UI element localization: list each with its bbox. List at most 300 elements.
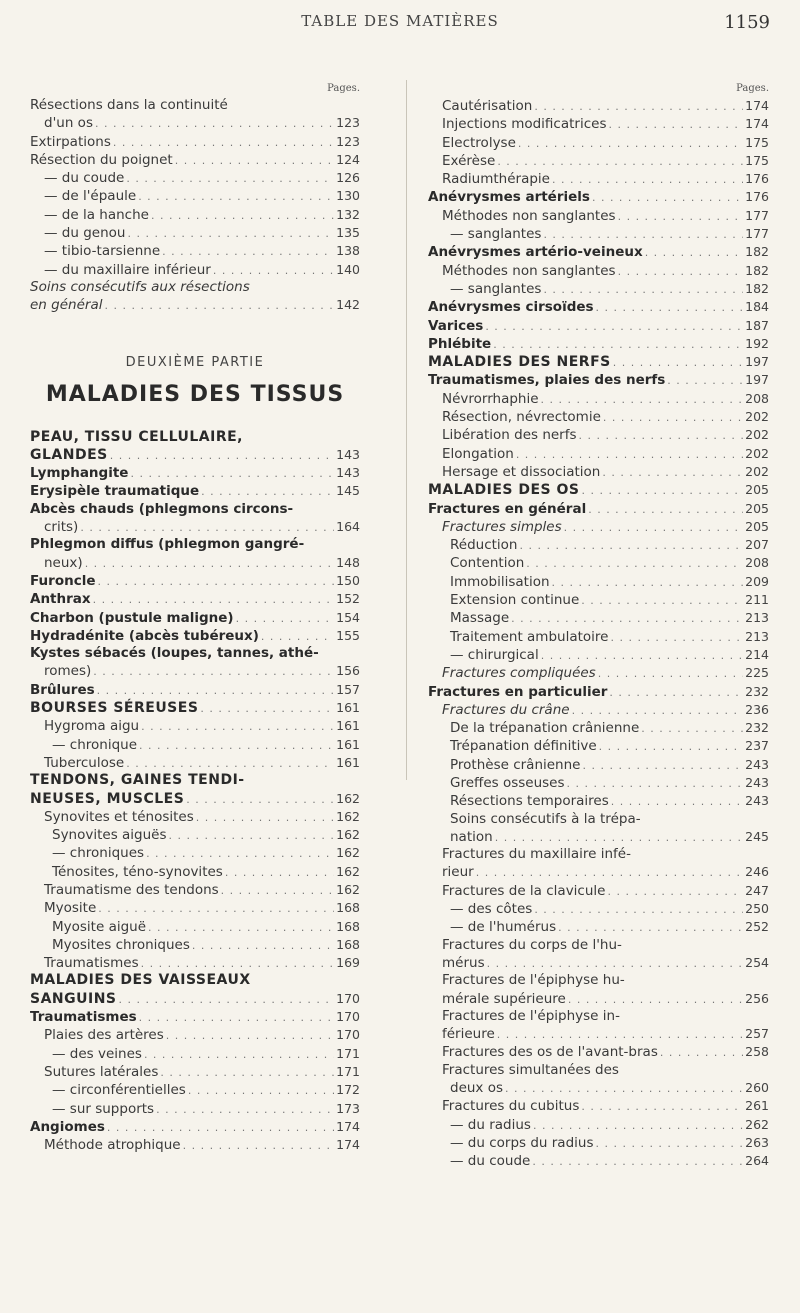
leader-dots bbox=[476, 864, 743, 881]
toc-entry bbox=[30, 1118, 360, 1136]
toc-entry-page: 261 bbox=[745, 1098, 769, 1114]
toc-entry bbox=[30, 844, 360, 862]
leader-dots bbox=[221, 882, 334, 899]
toc-entry-label: Brûlures bbox=[30, 681, 95, 698]
toc-entry-page: 175 bbox=[745, 134, 769, 150]
leader-dots bbox=[93, 663, 334, 680]
toc-entry-label: Traumatismes, plaies des nerfs bbox=[428, 372, 666, 389]
leader-dots bbox=[552, 171, 743, 188]
toc-entry-label: Radiumthérapie bbox=[442, 171, 550, 188]
toc-entry-label: Résection, névrectomie bbox=[442, 409, 601, 426]
running-title: TABLE DES MATIÈRES bbox=[301, 12, 499, 30]
toc-entry-label: Elongation bbox=[442, 445, 514, 462]
leader-dots bbox=[572, 702, 744, 719]
toc-entry-label: — de l'humérus bbox=[450, 919, 557, 936]
toc-entry-page: 262 bbox=[745, 1116, 769, 1132]
toc-entry bbox=[30, 1136, 360, 1154]
leader-dots bbox=[192, 937, 334, 954]
toc-entry-page: 246 bbox=[745, 864, 769, 880]
toc-entry-label: Résections temporaires bbox=[450, 793, 609, 810]
leader-dots bbox=[645, 244, 743, 261]
toc-entry bbox=[428, 207, 769, 225]
toc-entry bbox=[30, 242, 360, 260]
toc-entry-page: 154 bbox=[336, 609, 360, 625]
toc-entry-label: — sur supports bbox=[52, 1100, 155, 1117]
toc-entry-page: 245 bbox=[745, 828, 769, 844]
toc-entry-page: 197 bbox=[745, 372, 769, 388]
toc-entry-label: GLANDES bbox=[30, 446, 108, 463]
leader-dots bbox=[602, 464, 743, 481]
toc-entry-page: 170 bbox=[336, 1009, 360, 1025]
leader-dots bbox=[141, 955, 335, 972]
toc-entry bbox=[428, 628, 769, 646]
toc-entry-label: PEAU, TISSU CELLULAIRE, bbox=[30, 428, 244, 445]
toc-entry-label: Immobilisation bbox=[450, 573, 550, 590]
leader-dots bbox=[581, 592, 743, 609]
toc-entry-page: 208 bbox=[745, 390, 769, 406]
toc-entry-page: 243 bbox=[745, 756, 769, 772]
toc-entry bbox=[428, 1043, 769, 1061]
leader-dots bbox=[225, 864, 334, 881]
toc-entry bbox=[428, 371, 769, 389]
leader-dots bbox=[641, 720, 743, 737]
toc-entry-label: — du maxillaire inférieur bbox=[44, 261, 211, 278]
toc-entry-label: Méthodes non sanglantes bbox=[442, 262, 616, 279]
toc-entry bbox=[428, 828, 769, 846]
leader-dots bbox=[139, 737, 334, 754]
toc-entry-label: TENDONS, GAINES TENDI- bbox=[30, 772, 245, 789]
toc-entry-label: Erysipèle traumatique bbox=[30, 483, 200, 500]
toc-entry-page: 162 bbox=[336, 827, 360, 843]
toc-entry bbox=[30, 536, 360, 553]
leader-dots bbox=[160, 1064, 334, 1081]
toc-entry-page: 254 bbox=[745, 954, 769, 970]
toc-entry-label: — du genou bbox=[44, 225, 126, 242]
toc-entry-page: 176 bbox=[745, 171, 769, 187]
toc-entry-page: 237 bbox=[745, 738, 769, 754]
toc-entry bbox=[428, 554, 769, 572]
leader-dots bbox=[613, 354, 743, 371]
leader-dots bbox=[598, 665, 743, 682]
leader-dots bbox=[552, 574, 744, 591]
leader-dots bbox=[516, 446, 743, 463]
toc-entry-label: — sanglantes bbox=[450, 280, 542, 297]
leader-dots bbox=[607, 883, 743, 900]
toc-entry-label: De la trépanation crânienne bbox=[450, 720, 640, 737]
leader-dots bbox=[183, 1137, 335, 1154]
toc-entry bbox=[428, 811, 769, 828]
toc-entry-page: 205 bbox=[745, 500, 769, 516]
toc-entry-label: Myosite bbox=[44, 900, 97, 917]
toc-entry-label: — du radius bbox=[450, 1116, 531, 1133]
toc-entry bbox=[428, 882, 769, 900]
toc-entry bbox=[428, 1079, 769, 1097]
toc-entry bbox=[428, 243, 769, 261]
leader-dots bbox=[526, 555, 743, 572]
toc-entry-label: deux os bbox=[450, 1080, 504, 1097]
toc-entry-label: Méthode atrophique bbox=[44, 1137, 181, 1154]
toc-entry-page: 256 bbox=[745, 990, 769, 1006]
toc-entry-page: 175 bbox=[745, 152, 769, 168]
toc-entry bbox=[428, 683, 769, 701]
toc-entry-page: 232 bbox=[745, 683, 769, 699]
toc-entry bbox=[30, 1045, 360, 1063]
toc-entry bbox=[30, 133, 360, 151]
toc-entry bbox=[428, 225, 769, 243]
toc-entry-page: 168 bbox=[336, 918, 360, 934]
toc-entry-label: — chirurgical bbox=[450, 646, 539, 663]
toc-entry-label: Fractures de la clavicule bbox=[442, 882, 606, 899]
toc-entry-page: 156 bbox=[336, 663, 360, 679]
leader-dots bbox=[609, 684, 743, 701]
leader-dots bbox=[493, 336, 743, 353]
toc-entry bbox=[428, 1062, 769, 1079]
toc-entry-page: 162 bbox=[336, 863, 360, 879]
toc-entry bbox=[428, 664, 769, 682]
leader-dots bbox=[85, 555, 334, 572]
toc-entry-label: Soins consécutifs aux résections bbox=[30, 278, 250, 295]
toc-entry bbox=[30, 609, 360, 627]
toc-entry-page: 176 bbox=[745, 189, 769, 205]
toc-entry bbox=[428, 1116, 769, 1134]
leader-dots bbox=[541, 391, 744, 408]
leader-dots bbox=[541, 647, 743, 664]
toc-entry bbox=[428, 863, 769, 881]
leader-dots bbox=[618, 208, 744, 225]
leader-dots bbox=[611, 793, 743, 810]
leader-dots bbox=[166, 1027, 334, 1044]
toc-entry bbox=[30, 936, 360, 954]
pages-label: Pages. bbox=[736, 83, 769, 94]
toc-entry-page: 264 bbox=[745, 1153, 769, 1169]
leader-dots bbox=[564, 519, 744, 536]
toc-entry-page: 250 bbox=[745, 901, 769, 917]
toc-entry-label: Réduction bbox=[450, 537, 518, 554]
toc-entry-label: BOURSES SÉREUSES bbox=[30, 700, 199, 717]
toc-entry-label: Anévrysmes artériels bbox=[428, 189, 590, 206]
toc-entry-page: 177 bbox=[745, 207, 769, 223]
toc-entry-label: Myosites chroniques bbox=[52, 936, 190, 953]
toc-entry-page: 225 bbox=[745, 665, 769, 681]
toc-entry bbox=[428, 353, 769, 371]
toc-entry-label: Sutures latérales bbox=[44, 1063, 159, 1080]
toc-entry-label: — de la hanche bbox=[44, 206, 149, 223]
toc-entry-page: 211 bbox=[745, 592, 769, 608]
leader-dots bbox=[610, 629, 743, 646]
toc-entry-label: — tibio-tarsienne bbox=[44, 243, 161, 260]
toc-entry-page: 132 bbox=[336, 206, 360, 222]
toc-entry bbox=[30, 918, 360, 936]
toc-entry-page: 161 bbox=[336, 736, 360, 752]
toc-entry-page: 135 bbox=[336, 225, 360, 241]
leader-dots bbox=[618, 263, 744, 280]
toc-entry bbox=[428, 774, 769, 792]
leader-dots bbox=[146, 845, 334, 862]
toc-entry-page: 214 bbox=[745, 646, 769, 662]
toc-entry bbox=[428, 918, 769, 936]
toc-entry-page: 208 bbox=[745, 555, 769, 571]
toc-entry bbox=[30, 881, 360, 899]
toc-entry bbox=[428, 954, 769, 972]
toc-entry-label: neux) bbox=[44, 554, 83, 571]
toc-entry-page: 161 bbox=[336, 754, 360, 770]
toc-entry bbox=[30, 429, 360, 446]
toc-entry-label: Kystes sébacés (loupes, tannes, athé- bbox=[30, 645, 319, 662]
toc-entry-page: 202 bbox=[745, 427, 769, 443]
column-divider bbox=[406, 80, 407, 780]
toc-entry-page: 174 bbox=[336, 1118, 360, 1134]
leader-dots bbox=[162, 243, 334, 260]
pages-label: Pages. bbox=[327, 83, 360, 94]
right-column bbox=[428, 80, 769, 1171]
toc-entry-label: Angiomes bbox=[30, 1118, 105, 1135]
toc-entry-label: MALADIES DES NERFS bbox=[428, 354, 611, 371]
toc-entry-label: MALADIES DES VAISSEAUX bbox=[30, 972, 251, 989]
toc-entry bbox=[30, 681, 360, 699]
toc-entry-page: 140 bbox=[336, 261, 360, 277]
leader-dots bbox=[582, 482, 744, 499]
toc-entry-label: Massage bbox=[450, 610, 510, 627]
leader-dots bbox=[595, 1135, 743, 1152]
toc-entry-page: 252 bbox=[745, 919, 769, 935]
toc-entry bbox=[30, 114, 360, 132]
leader-dots bbox=[107, 1119, 334, 1136]
toc-entry-label: Cautérisation bbox=[442, 98, 533, 114]
toc-entry bbox=[428, 97, 769, 115]
toc-entry-label: crits) bbox=[44, 519, 79, 536]
toc-entry-label: Fractures en particulier bbox=[428, 683, 608, 700]
toc-entry-label: — du corps du radius bbox=[450, 1134, 594, 1151]
leader-dots bbox=[186, 791, 334, 808]
toc-entry bbox=[30, 736, 360, 754]
leader-dots bbox=[126, 755, 334, 772]
toc-entry bbox=[30, 754, 360, 772]
toc-entry bbox=[30, 572, 360, 590]
toc-entry-label: Fractures de l'épiphyse in- bbox=[442, 1007, 620, 1024]
toc-entry bbox=[30, 990, 360, 1008]
toc-entry-page: 162 bbox=[336, 845, 360, 861]
leader-dots bbox=[599, 738, 743, 755]
toc-entry bbox=[428, 408, 769, 426]
toc-entry bbox=[30, 261, 360, 279]
toc-entry-label: Extension continue bbox=[450, 592, 580, 609]
leader-dots bbox=[139, 1009, 334, 1026]
toc-entry-page: 143 bbox=[336, 465, 360, 481]
toc-entry bbox=[30, 1100, 360, 1118]
leader-dots bbox=[188, 1082, 334, 1099]
toc-entry bbox=[428, 1025, 769, 1043]
toc-entry-page: 138 bbox=[336, 243, 360, 259]
leader-dots bbox=[148, 919, 334, 936]
leader-dots bbox=[138, 188, 334, 205]
leader-dots bbox=[579, 427, 744, 444]
toc-entry bbox=[30, 826, 360, 844]
toc-entry bbox=[428, 646, 769, 664]
leader-dots bbox=[97, 682, 334, 699]
toc-entry-page: 161 bbox=[336, 700, 360, 716]
leader-dots bbox=[588, 501, 743, 518]
toc-entry-label: Méthodes non sanglantes bbox=[442, 207, 616, 224]
toc-entry-label: Hydradénite (abcès tubéreux) bbox=[30, 627, 259, 644]
page-number: 1159 bbox=[724, 12, 770, 33]
toc-entry-page: 168 bbox=[336, 900, 360, 916]
toc-entry-page: 202 bbox=[745, 463, 769, 479]
toc-entry bbox=[428, 701, 769, 719]
leader-dots bbox=[603, 409, 743, 426]
toc-entry-label: Plaies des artères bbox=[44, 1027, 164, 1044]
toc-entry-page: 243 bbox=[745, 793, 769, 809]
leader-dots bbox=[98, 900, 334, 917]
toc-entry bbox=[428, 518, 769, 536]
toc-entry bbox=[428, 170, 769, 188]
toc-entry-page: 202 bbox=[745, 409, 769, 425]
leader-dots bbox=[196, 809, 334, 826]
leader-dots bbox=[567, 775, 744, 792]
leader-dots bbox=[119, 991, 335, 1008]
leader-dots bbox=[667, 372, 743, 389]
toc-entry-page: 247 bbox=[745, 882, 769, 898]
toc-entry-page: 157 bbox=[336, 681, 360, 697]
toc-entry-label: Extirpations bbox=[30, 133, 111, 150]
toc-entry-page: 170 bbox=[336, 1027, 360, 1043]
leader-dots bbox=[261, 628, 334, 645]
toc-entry-label: Exérèse bbox=[442, 152, 496, 169]
toc-entry bbox=[30, 224, 360, 242]
toc-entry-page: 143 bbox=[336, 446, 360, 462]
toc-entry-label: Prothèse crânienne bbox=[450, 756, 581, 773]
toc-entry-label: Résection du poignet bbox=[30, 151, 173, 168]
toc-entry bbox=[428, 445, 769, 463]
leader-dots bbox=[592, 189, 743, 206]
toc-entry-label: mérale supérieure bbox=[442, 990, 566, 1007]
toc-entry-page: 171 bbox=[336, 1063, 360, 1079]
toc-entry bbox=[30, 151, 360, 169]
toc-entry bbox=[30, 717, 360, 735]
leader-dots bbox=[93, 591, 335, 608]
toc-entry-page: 171 bbox=[336, 1045, 360, 1061]
toc-entry-label: Traumatismes bbox=[30, 1009, 137, 1026]
leader-dots bbox=[175, 152, 334, 169]
leader-dots bbox=[520, 537, 744, 554]
toc-entry bbox=[428, 536, 769, 554]
toc-entry-label: Résections dans la continuité bbox=[30, 97, 228, 113]
leader-dots bbox=[534, 901, 743, 918]
toc-entry-label: Tuberculose bbox=[44, 754, 125, 771]
toc-entry bbox=[30, 187, 360, 205]
leader-dots bbox=[201, 483, 334, 500]
toc-entry-page: 213 bbox=[745, 610, 769, 626]
toc-entry bbox=[428, 262, 769, 280]
toc-entry-page: 155 bbox=[336, 627, 360, 643]
leader-dots bbox=[127, 225, 334, 242]
toc-entry-label: — du coude bbox=[44, 170, 125, 187]
left-column bbox=[30, 80, 360, 1154]
toc-entry-label: Fractures du corps de l'hu- bbox=[442, 936, 622, 953]
toc-entry-page: 123 bbox=[336, 115, 360, 131]
toc-entry-label: rieur bbox=[442, 864, 474, 881]
toc-entry-page: 174 bbox=[745, 116, 769, 132]
toc-entry-label: nation bbox=[450, 828, 493, 845]
toc-entry-label: — des côtes bbox=[450, 901, 533, 918]
toc-entry bbox=[428, 1152, 769, 1170]
leader-dots bbox=[130, 465, 334, 482]
toc-entry-label: — du coude bbox=[450, 1153, 531, 1170]
toc-entry-label: romes) bbox=[44, 663, 92, 680]
toc-entry bbox=[30, 169, 360, 187]
toc-entry-label: — sanglantes bbox=[450, 226, 542, 243]
toc-entry bbox=[30, 863, 360, 881]
toc-entry-page: 205 bbox=[745, 518, 769, 534]
toc-entry bbox=[428, 152, 769, 170]
toc-entry bbox=[30, 899, 360, 917]
leader-dots bbox=[518, 135, 743, 152]
toc-entry-label: Hersage et dissociation bbox=[442, 463, 601, 480]
toc-entry bbox=[30, 590, 360, 608]
toc-entry bbox=[428, 937, 769, 954]
toc-entry bbox=[30, 1063, 360, 1081]
toc-entry-label: Traitement ambulatoire bbox=[450, 628, 609, 645]
toc-entry-page: 232 bbox=[745, 720, 769, 736]
leader-dots bbox=[144, 1046, 334, 1063]
toc-entry-page: 182 bbox=[745, 280, 769, 296]
toc-entry-label: Anthrax bbox=[30, 591, 91, 608]
toc-entry-label: Fractures en général bbox=[428, 500, 587, 517]
toc-entry-page: 130 bbox=[336, 188, 360, 204]
toc-entry-label: MALADIES DES OS bbox=[428, 482, 580, 499]
toc-entry-page: 182 bbox=[745, 244, 769, 260]
toc-entry-label: Hygroma aigu bbox=[44, 718, 140, 735]
toc-entry-label: Anévrysmes cirsoïdes bbox=[428, 299, 594, 316]
toc-entry bbox=[428, 426, 769, 444]
toc-entry-label: Greffes osseuses bbox=[450, 774, 565, 791]
toc-entry-page: 263 bbox=[745, 1134, 769, 1150]
toc-entry-label: férieure bbox=[442, 1026, 495, 1043]
leader-dots bbox=[505, 1080, 743, 1097]
toc-entry-page: 197 bbox=[745, 354, 769, 370]
toc-entry-label: SANGUINS bbox=[30, 990, 117, 1007]
toc-entry-label: Abcès chauds (phlegmons circons- bbox=[30, 500, 294, 517]
toc-entry-label: Fractures simultanées des bbox=[442, 1061, 619, 1078]
leader-dots bbox=[660, 1044, 743, 1061]
toc-entry bbox=[428, 188, 769, 206]
toc-entry bbox=[428, 792, 769, 810]
toc-entry-label: d'un os bbox=[44, 115, 93, 132]
leader-dots bbox=[151, 207, 334, 224]
leader-dots bbox=[534, 98, 743, 115]
toc-entry-page: 142 bbox=[336, 297, 360, 313]
toc-entry bbox=[428, 481, 769, 499]
toc-entry-page: 174 bbox=[745, 98, 769, 113]
leader-dots bbox=[200, 700, 334, 717]
toc-entry bbox=[30, 699, 360, 717]
toc-entry-label: Varices bbox=[428, 317, 484, 334]
toc-entry-label: — chronique bbox=[52, 736, 138, 753]
leader-dots bbox=[558, 919, 743, 936]
leader-dots bbox=[511, 610, 743, 627]
leader-dots bbox=[110, 447, 334, 464]
leader-dots bbox=[156, 1101, 334, 1118]
toc-entry-label: Traumatismes bbox=[44, 955, 139, 972]
toc-entry-label: Myosite aiguë bbox=[52, 918, 147, 935]
toc-entry bbox=[30, 501, 360, 518]
toc-entry bbox=[30, 972, 360, 989]
toc-entry-label: Electrolyse bbox=[442, 134, 516, 151]
leader-dots bbox=[113, 134, 334, 151]
toc-entry-label: Trépanation définitive bbox=[450, 738, 597, 755]
toc-entry bbox=[30, 772, 360, 789]
toc-entry-label: Synovites et ténosites bbox=[44, 808, 194, 825]
toc-entry-label: — circonférentielles bbox=[52, 1082, 186, 1099]
